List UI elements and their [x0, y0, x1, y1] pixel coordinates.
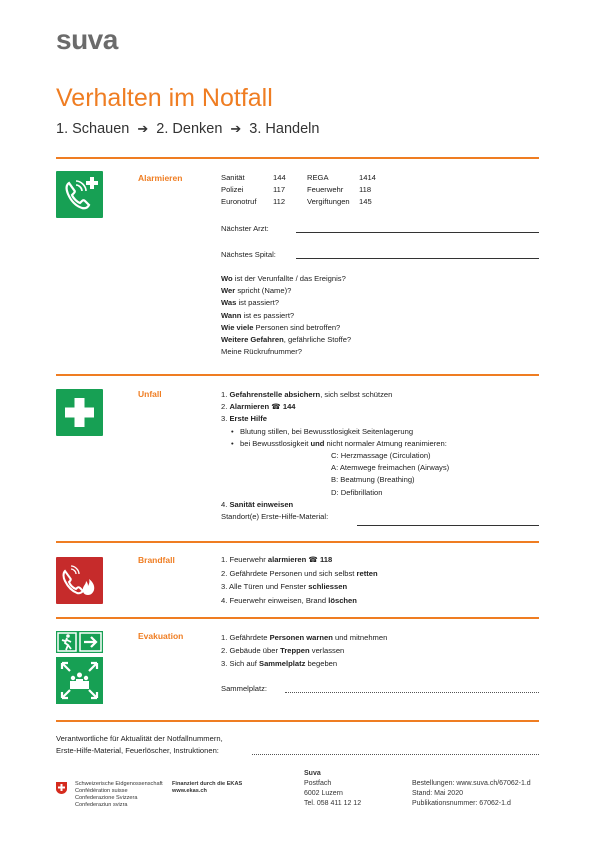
- order-info: Bestellungen: www.suva.ch/67062-1.d Stand: Mai 2020 Publikationsnummer: 67062-1.d: [412, 780, 531, 807]
- number-value: 145: [359, 197, 372, 207]
- section-label-alarm: Alarmieren: [138, 173, 183, 183]
- first-aid-location-label: Standort(e) Erste-Hilfe-Material:: [221, 512, 329, 522]
- number-value: 1414: [359, 173, 376, 182]
- swiss-cross-icon: [56, 781, 67, 799]
- divider: [56, 541, 539, 543]
- phone-cross-icon: [56, 171, 103, 218]
- fire-step-4: 4. Feuerwehr einweisen, Brand löschen: [221, 595, 357, 605]
- divider: [56, 617, 539, 619]
- number-label: Polizei: [221, 185, 244, 195]
- fire-phone-icon: [56, 557, 103, 604]
- evac-steps: [221, 631, 387, 670]
- section-label-unfall: Unfall: [138, 389, 162, 399]
- doctor-field[interactable]: [296, 232, 539, 233]
- question: Was ist passiert?: [221, 298, 279, 308]
- fire-step-2: 2. Gefährdete Personen und sich selbst retten: [221, 568, 378, 578]
- hospital-field[interactable]: [296, 258, 539, 259]
- unfall-step-3: 3. Erste Hilfe: [221, 414, 268, 424]
- section-label-brand: Brandfall: [138, 555, 175, 565]
- phone-icon: ☎: [271, 402, 281, 412]
- assembly-point-icon: [56, 657, 103, 704]
- number-value: 117: [273, 185, 286, 195]
- question: Wer spricht (Name)?: [221, 286, 292, 296]
- evac-step-3: 3. Sich auf Sammelplatz begeben: [221, 659, 338, 668]
- bullet-item: • Blutung stillen, bei Bewusstlosigkeit Seitenlagerung: [229, 426, 539, 438]
- cabd-list: C: Herzmassage (Circulation) A: Atemwege freimachen (Airways) B: Beatmung (Breathing) D: Defibrillation: [331, 451, 450, 497]
- question: Wann ist es passiert?: [221, 310, 295, 320]
- unfall-step-4: 4. Sanität einweisen: [221, 499, 294, 509]
- fire-step-3: 3. Alle Türen und Fenster schliessen: [221, 582, 348, 591]
- divider: [56, 374, 539, 376]
- fire-step-1: 1. Feuerwehr alarmieren ☎ 118: [221, 555, 333, 564]
- number-value: 118: [359, 185, 372, 195]
- divider: [56, 157, 539, 159]
- number-label: Feuerwehr: [307, 185, 344, 195]
- question: Meine Rückrufnummer?: [221, 347, 303, 357]
- hospital-label: Nächstes Spital:: [221, 250, 276, 259]
- section-label-evac: Evakuation: [138, 631, 184, 641]
- first-aid-location-field[interactable]: [357, 525, 539, 526]
- step-1: 1. Schauen: [56, 121, 130, 137]
- steps-row: [56, 121, 319, 137]
- responsible-text: Verantwortliche für Aktualität der Notfallnummern, Erste-Hilfe-Material, Feuerlöscher, Instruktionen:: [56, 734, 223, 756]
- unfall-step-2: 2. Alarmieren ☎ 144: [221, 402, 296, 412]
- arrow-icon: ➔: [230, 121, 242, 136]
- number-value: 144: [273, 173, 286, 182]
- number-label: Euronotruf: [221, 197, 257, 207]
- confederation-text: Schweizerische Eidgenossenschaft Confédération suisse Confederazione Svizzera Confederaziun svizra: [75, 781, 163, 808]
- question: Weitere Gefahren, gefährliche Stoffe?: [221, 335, 352, 345]
- ekas-text: Finanziert durch die EKAS www.ekas.ch: [172, 781, 243, 794]
- number-label: Vergiftungen: [307, 197, 350, 207]
- suva-address: Suva Postfach 6002 Luzern Tel. 058 411 12 12: [304, 770, 362, 807]
- number-label: REGA: [307, 173, 329, 182]
- evac-step-1: 1. Gefährdete Personen warnen und mitnehmen: [221, 633, 388, 642]
- phone-icon: ☎: [308, 555, 318, 564]
- number-label: Sanität: [221, 173, 245, 182]
- responsible-field[interactable]: [252, 754, 539, 755]
- unfall-steps: [221, 389, 539, 523]
- first-aid-cross-icon: [56, 389, 103, 436]
- evac-step-2: 2. Gebäude über Treppen verlassen: [221, 646, 345, 655]
- number-value: 112: [273, 197, 286, 207]
- emergency-exit-icon: [56, 631, 103, 653]
- step-3: 3. Handeln: [249, 121, 320, 137]
- questions-list: [221, 273, 351, 358]
- bullet-item: • bei Bewusstlosigkeit und nicht normaler Atmung reanimieren:: [229, 438, 539, 450]
- page-title: Verhalten im Notfall: [56, 84, 273, 112]
- doctor-label: Nächster Arzt:: [221, 224, 269, 233]
- assembly-field[interactable]: [285, 692, 539, 693]
- emergency-numbers-table: [221, 172, 389, 209]
- assembly-label: Sammelplatz:: [221, 684, 268, 693]
- arrow-icon: ➔: [137, 121, 149, 136]
- suva-logo: suva: [56, 24, 118, 55]
- step-2: 2. Denken: [156, 121, 223, 137]
- divider: [56, 720, 539, 722]
- fire-steps: [221, 553, 378, 607]
- unfall-step-1: 1. Gefahrenstelle absichern, sich selbst schützen: [221, 390, 393, 399]
- question: Wie viele Personen sind betroffen?: [221, 322, 341, 332]
- question: Wo ist der Verunfallte / das Ereignis?: [221, 274, 346, 283]
